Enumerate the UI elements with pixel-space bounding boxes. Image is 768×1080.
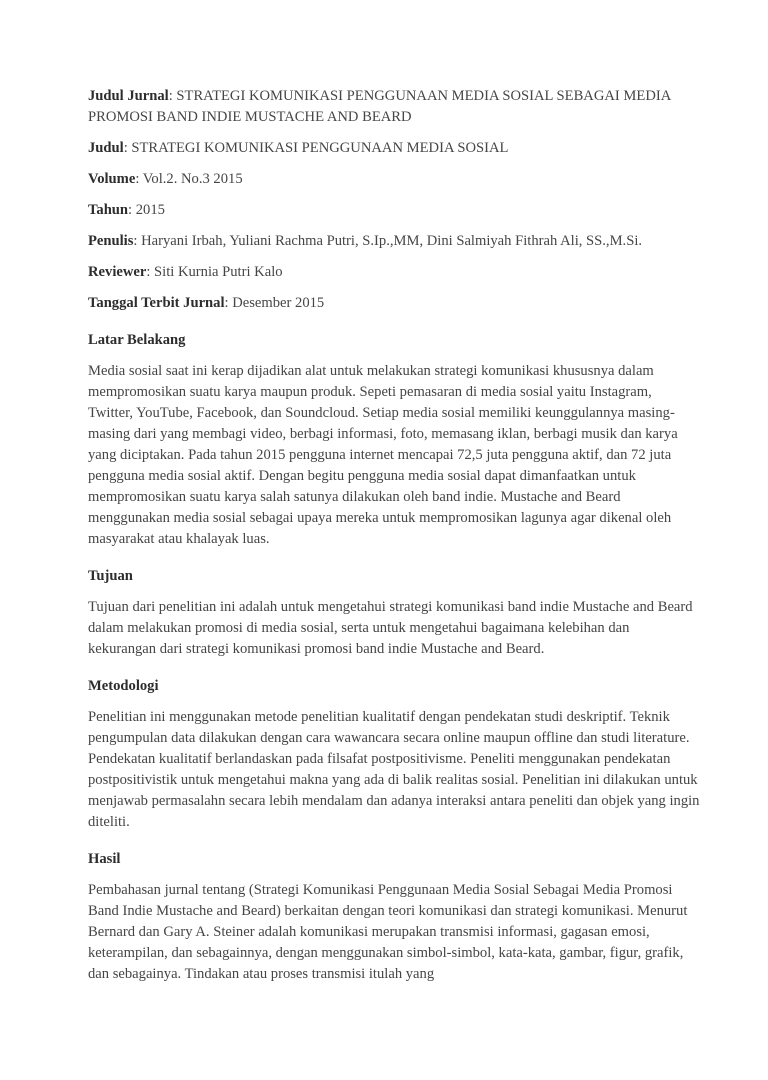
meta-value: : STRATEGI KOMUNIKASI PENGGUNAAN MEDIA SOSIAL SEBAGAI MEDIA PROMOSI BAND INDIE MUSTACHE AND BEARD [88, 88, 671, 125]
section-heading-metodologi: Metodologi [88, 678, 159, 694]
section-body-tujuan: Tujuan dari penelitian ini adalah untuk mengetahui strategi komunikasi band indie Mustache and Beard dalam melakukan promosi di media sosial, serta untuk mengetahui bagaimana kelebihan dan kekurangan dari strategi komunikasi promosi band indie Mustache and Beard. [88, 599, 693, 657]
meta-label: Penulis [88, 233, 134, 249]
section-body-metodologi: Penelitian ini menggunakan metode penelitian kualitatif dengan pendekatan studi deskriptif. Teknik pengumpulan data dilakukan dengan cara wawancara secara online maupun offline dan studi literature. Pendekatan kualitatif berlandaskan pada filsafat postpositivisme. Peneliti menggunakan pendekatan postpositivistik untuk mengetahui makna yang ada di balik realitas sosial. Penelitian ini dilakukan untuk menjawab permasalahn secara lebih mendalam dan adanya interaksi antara peneliti dan objek yang ingin diteliti. [88, 709, 700, 830]
meta-judul-jurnal [88, 86, 700, 128]
meta-tahun [88, 200, 700, 221]
meta-value: : Vol.2. No.3 2015 [135, 171, 243, 187]
meta-penulis [88, 231, 700, 252]
meta-reviewer [88, 262, 700, 283]
meta-value: : Haryani Irbah, Yuliani Rachma Putri, S.Ip.,MM, Dini Salmiyah Fithrah Ali, SS.,M.Si. [133, 233, 643, 249]
section-heading-tujuan: Tujuan [88, 568, 133, 584]
section-body-latar-belakang: Media sosial saat ini kerap dijadikan alat untuk melakukan strategi komunikasi khususnya dalam mempromosikan suatu karya maupun produk. Sepeti pemasaran di media sosial yaitu Instagram, Twitter, YouTube, Facebook, dan Soundcloud. Setiap media sosial memiliki keunggulannya masing-masing dari yang membagi video, berbagi informasi, foto, memasang iklan, berbagi musik dan karya yang diciptakan. Pada tahun 2015 pengguna internet mencapai 72,5 juta pengguna aktif, dan 72 juta pengguna media sosial aktif. Dengan begitu pengguna media sosial dapat dimanfaatkan untuk mempromosikan suatu karya salah satunya dilakukan oleh band indie. Mustache and Beard menggunakan media sosial sebagai upaya mereka untuk mempromosikan lagunya agar dikenal oleh masyarakat atau khalayak luas. [88, 363, 678, 547]
meta-label: Judul [88, 140, 124, 156]
meta-label: Tahun [88, 202, 129, 218]
section-latar-belakang [88, 330, 700, 550]
section-body-hasil: Pembahasan jurnal tentang (Strategi Komunikasi Penggunaan Media Sosial Sebagai Media Promosi Band Indie Mustache and Beard) berkaitan dengan teori komunikasi dan strategi komunikasi. Menurut Bernard dan Gary A. Steiner adalah komunikasi merupakan transmisi informasi, gagasan emosi, keterampilan, dan sebagainnya, dengan menggunakan simbol-simbol, kata-kata, gambar, figur, grafik, dan sebagainya. Tindakan atau proses transmisi itulah yang [88, 882, 688, 982]
meta-value: : STRATEGI KOMUNIKASI PENGGUNAAN MEDIA SOSIAL [123, 140, 509, 156]
meta-tanggal-terbit [88, 293, 700, 314]
section-heading-hasil: Hasil [88, 851, 121, 867]
section-heading-latar-belakang: Latar Belakang [88, 332, 186, 348]
meta-value: : 2015 [128, 202, 165, 218]
meta-judul [88, 138, 700, 159]
meta-value: : Siti Kurnia Putri Kalo [146, 264, 283, 280]
section-tujuan [88, 566, 700, 660]
meta-label: Reviewer [88, 264, 147, 280]
section-metodologi [88, 676, 700, 833]
meta-label: Volume [88, 171, 136, 187]
meta-value: : Desember 2015 [224, 295, 325, 311]
meta-volume [88, 169, 700, 190]
meta-label: Judul Jurnal [88, 88, 169, 104]
meta-label: Tanggal Terbit Jurnal [88, 295, 225, 311]
section-hasil [88, 849, 700, 985]
document-content [88, 86, 700, 995]
